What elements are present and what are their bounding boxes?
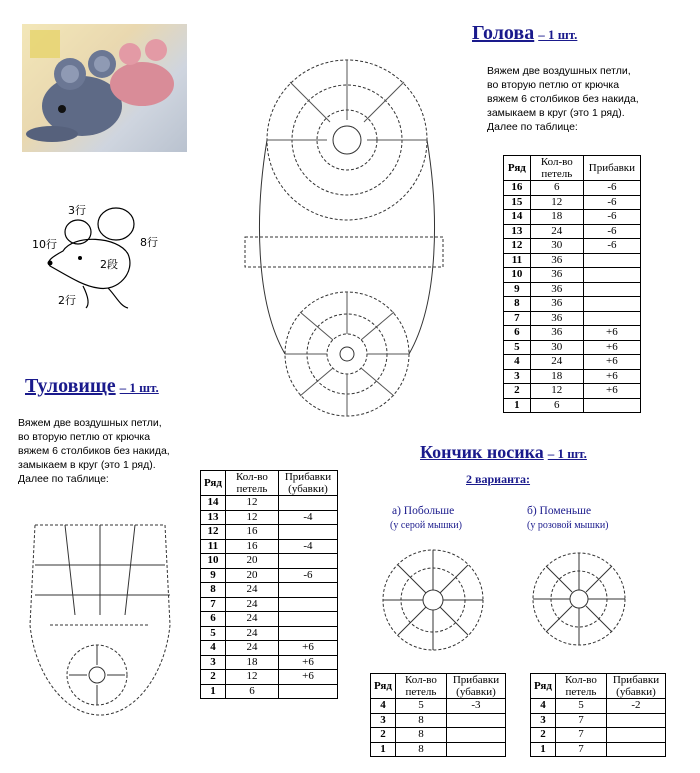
table-row [504, 355, 641, 370]
table-row [371, 728, 506, 743]
head-title-block [472, 22, 577, 45]
table-row [504, 239, 641, 254]
table-row [201, 568, 338, 583]
increase-cell: -4 [278, 539, 337, 554]
increase-cell: +6 [583, 369, 640, 384]
head-instruction-line: вяжем 6 столбиков без накида, [487, 93, 639, 105]
row-number-cell: 4 [371, 699, 396, 714]
stitch-count-cell: 16 [225, 525, 278, 540]
stitch-count-cell: 24 [225, 626, 278, 641]
col-header-increase: Прибавки (убавки) [606, 674, 665, 699]
row-number-cell: 14 [504, 210, 531, 225]
stitch-count-cell: 24 [225, 597, 278, 612]
increase-cell: +6 [583, 326, 640, 341]
stitch-count-cell: 24 [530, 355, 583, 370]
col-header-row: Ряд [201, 471, 226, 496]
table-row [531, 699, 666, 714]
col-header-count: Кол-во петель [530, 156, 583, 181]
nose-variant-b-label: б) Поменьше [527, 505, 592, 517]
row-number-cell: 5 [201, 626, 226, 641]
row-number-cell: 6 [504, 326, 531, 341]
increase-cell: -6 [583, 181, 640, 196]
stitch-count-cell: 24 [225, 612, 278, 627]
row-number-cell: 4 [531, 699, 556, 714]
stitch-count-cell: 24 [225, 641, 278, 656]
stitch-count-cell: 6 [225, 684, 278, 699]
col-header-count: Кол-во петель [395, 674, 446, 699]
stitch-count-cell: 36 [530, 253, 583, 268]
table-row [504, 340, 641, 355]
stitch-count-cell: 8 [395, 728, 446, 743]
stitch-count-cell: 6 [530, 181, 583, 196]
increase-cell [583, 282, 640, 297]
head-instruction-line: замыкаем в круг (это 1 ряд). [487, 107, 625, 119]
row-number-cell: 3 [531, 713, 556, 728]
row-number-cell: 8 [201, 583, 226, 598]
row-number-cell: 14 [201, 496, 226, 511]
increase-cell: -6 [583, 239, 640, 254]
stitch-count-cell: 36 [530, 326, 583, 341]
row-number-cell: 12 [504, 239, 531, 254]
stitch-count-cell: 36 [530, 268, 583, 283]
increase-cell [278, 554, 337, 569]
table-row [531, 728, 666, 743]
stitch-count-cell: 12 [225, 496, 278, 511]
increase-cell [583, 311, 640, 326]
row-number-cell: 11 [504, 253, 531, 268]
nose-b-table [530, 673, 666, 757]
table-row [201, 496, 338, 511]
stitch-count-cell: 12 [530, 195, 583, 210]
row-number-cell: 2 [531, 728, 556, 743]
col-header-increase: Прибавки (убавки) [446, 674, 505, 699]
increase-cell: +6 [583, 355, 640, 370]
stitch-count-cell: 8 [395, 713, 446, 728]
increase-cell: +6 [278, 641, 337, 656]
increase-cell [606, 742, 665, 757]
stitch-count-cell: 6 [530, 398, 583, 413]
table-row [504, 224, 641, 239]
nose-title-block [420, 442, 587, 463]
label-row2-seg: 2段 [100, 258, 118, 271]
row-number-cell: 16 [504, 181, 531, 196]
col-header-increase: Прибавки [583, 156, 640, 181]
increase-cell [606, 728, 665, 743]
row-number-cell: 13 [504, 224, 531, 239]
increase-cell [278, 496, 337, 511]
table-row [504, 297, 641, 312]
head-table [503, 155, 641, 413]
head-instructions [487, 64, 677, 134]
stitch-count-cell: 12 [225, 670, 278, 685]
row-number-cell: 9 [201, 568, 226, 583]
row-number-cell: 3 [201, 655, 226, 670]
body-instruction-line: замыкаем в круг (это 1 ряд). [18, 459, 156, 471]
increase-cell [446, 728, 505, 743]
increase-cell: -6 [278, 568, 337, 583]
row-number-cell: 1 [504, 398, 531, 413]
stitch-count-cell: 12 [530, 384, 583, 399]
table-row [201, 583, 338, 598]
table-row [201, 626, 338, 641]
increase-cell: -2 [606, 699, 665, 714]
table-row [201, 554, 338, 569]
stitch-count-cell: 36 [530, 297, 583, 312]
row-number-cell: 11 [201, 539, 226, 554]
label-row3: 3行 [68, 204, 86, 217]
row-number-cell: 5 [504, 340, 531, 355]
body-title: Туловище [25, 375, 116, 397]
table-row [201, 684, 338, 699]
nose-variant-a-label: а) Побольше [392, 505, 455, 517]
table-row [201, 510, 338, 525]
stitch-count-cell: 18 [225, 655, 278, 670]
head-instruction-line: Вяжем две воздушных петли, [487, 65, 631, 77]
head-title: Голова [472, 22, 535, 44]
increase-cell: +6 [583, 384, 640, 399]
increase-cell [278, 684, 337, 699]
table-row [504, 311, 641, 326]
table-row [201, 670, 338, 685]
stitch-count-cell: 30 [530, 340, 583, 355]
nose-count: – 1 шт. [547, 446, 587, 461]
table-row [504, 195, 641, 210]
stitch-count-cell: 5 [555, 699, 606, 714]
increase-cell [278, 597, 337, 612]
head-count: – 1 шт. [538, 27, 578, 42]
table-row [504, 210, 641, 225]
stitch-count-cell: 20 [225, 568, 278, 583]
row-number-cell: 3 [371, 713, 396, 728]
body-crochet-chart [25, 515, 175, 720]
head-instruction-line: Далее по таблице: [487, 121, 578, 133]
increase-cell: -6 [583, 224, 640, 239]
row-number-cell: 4 [201, 641, 226, 656]
row-number-cell: 2 [504, 384, 531, 399]
col-header-increase: Прибавки (убавки) [278, 471, 337, 496]
body-table [200, 470, 338, 699]
table-row [504, 268, 641, 283]
nose-variant-a-note: (у серой мышки) [390, 520, 462, 531]
table-row [504, 253, 641, 268]
row-number-cell: 8 [504, 297, 531, 312]
head-crochet-chart [240, 42, 455, 427]
body-instructions [18, 416, 208, 486]
increase-cell: +6 [278, 655, 337, 670]
body-instruction-line: Вяжем две воздушных петли, [18, 417, 162, 429]
increase-cell [278, 612, 337, 627]
stitch-count-cell: 8 [395, 742, 446, 757]
head-instruction-line: во вторую петлю от крючка [487, 79, 620, 91]
row-number-cell: 15 [504, 195, 531, 210]
increase-cell [446, 713, 505, 728]
row-number-cell: 10 [201, 554, 226, 569]
increase-cell [583, 398, 640, 413]
stitch-count-cell: 24 [225, 583, 278, 598]
nose-variant-b-note: (у розовой мышки) [527, 520, 609, 531]
row-number-cell: 12 [201, 525, 226, 540]
table-row [201, 525, 338, 540]
mice-illustration [22, 24, 187, 152]
increase-cell [583, 268, 640, 283]
stitch-count-cell: 24 [530, 224, 583, 239]
row-number-cell: 3 [504, 369, 531, 384]
increase-cell [446, 742, 505, 757]
increase-cell: -6 [583, 210, 640, 225]
increase-cell: -4 [278, 510, 337, 525]
table-row [201, 641, 338, 656]
increase-cell: -3 [446, 699, 505, 714]
stitch-count-cell: 30 [530, 239, 583, 254]
row-number-cell: 13 [201, 510, 226, 525]
col-header-count: Кол-во петель [225, 471, 278, 496]
increase-cell [278, 583, 337, 598]
row-number-cell: 9 [504, 282, 531, 297]
increase-cell [583, 253, 640, 268]
stitch-count-cell: 7 [555, 728, 606, 743]
nose-title: Кончик носика [420, 442, 544, 462]
col-header-row: Ряд [504, 156, 531, 181]
row-number-cell: 2 [201, 670, 226, 685]
table-row [504, 181, 641, 196]
nose-a-crochet-chart [378, 545, 488, 655]
table-row [504, 326, 641, 341]
increase-cell [606, 713, 665, 728]
row-number-cell: 1 [371, 742, 396, 757]
stitch-count-cell: 20 [225, 554, 278, 569]
mouse-head-sketch [28, 196, 168, 316]
table-row [371, 713, 506, 728]
row-number-cell: 1 [531, 742, 556, 757]
row-number-cell: 1 [201, 684, 226, 699]
table-row [504, 384, 641, 399]
table-row [371, 742, 506, 757]
body-title-block [25, 375, 159, 398]
row-number-cell: 7 [201, 597, 226, 612]
increase-cell: +6 [583, 340, 640, 355]
table-row [504, 282, 641, 297]
table-row [504, 369, 641, 384]
table-row [201, 612, 338, 627]
row-number-cell: 4 [504, 355, 531, 370]
stitch-count-cell: 16 [225, 539, 278, 554]
nose-b-crochet-chart [528, 548, 630, 650]
mice-photo [22, 24, 187, 152]
table-row [201, 655, 338, 670]
stitch-count-cell: 18 [530, 210, 583, 225]
col-header-row: Ряд [371, 674, 396, 699]
col-header-row: Ряд [531, 674, 556, 699]
stitch-count-cell: 18 [530, 369, 583, 384]
label-row8: 8行 [140, 236, 158, 249]
nose-variants-label: 2 варианта: [466, 472, 531, 486]
increase-cell [278, 525, 337, 540]
stitch-count-cell: 36 [530, 282, 583, 297]
row-number-cell: 2 [371, 728, 396, 743]
table-row [201, 539, 338, 554]
label-row2: 2行 [58, 294, 76, 307]
stitch-count-cell: 12 [225, 510, 278, 525]
table-row [504, 398, 641, 413]
stitch-count-cell: 5 [395, 699, 446, 714]
table-row [371, 699, 506, 714]
table-row [531, 742, 666, 757]
increase-cell: -6 [583, 195, 640, 210]
body-instruction-line: вяжем 6 столбиков без накида, [18, 445, 170, 457]
stitch-count-cell: 36 [530, 311, 583, 326]
row-number-cell: 10 [504, 268, 531, 283]
stitch-count-cell: 7 [555, 713, 606, 728]
increase-cell: +6 [278, 670, 337, 685]
stitch-count-cell: 7 [555, 742, 606, 757]
increase-cell [583, 297, 640, 312]
body-count: – 1 шт. [119, 380, 159, 395]
increase-cell [278, 626, 337, 641]
table-row [531, 713, 666, 728]
row-number-cell: 7 [504, 311, 531, 326]
label-row10: 10行 [32, 238, 57, 251]
nose-a-table [370, 673, 506, 757]
row-number-cell: 6 [201, 612, 226, 627]
body-instruction-line: во вторую петлю от крючка [18, 431, 151, 443]
body-instruction-line: Далее по таблице: [18, 473, 109, 485]
col-header-count: Кол-во петель [555, 674, 606, 699]
table-row [201, 597, 338, 612]
